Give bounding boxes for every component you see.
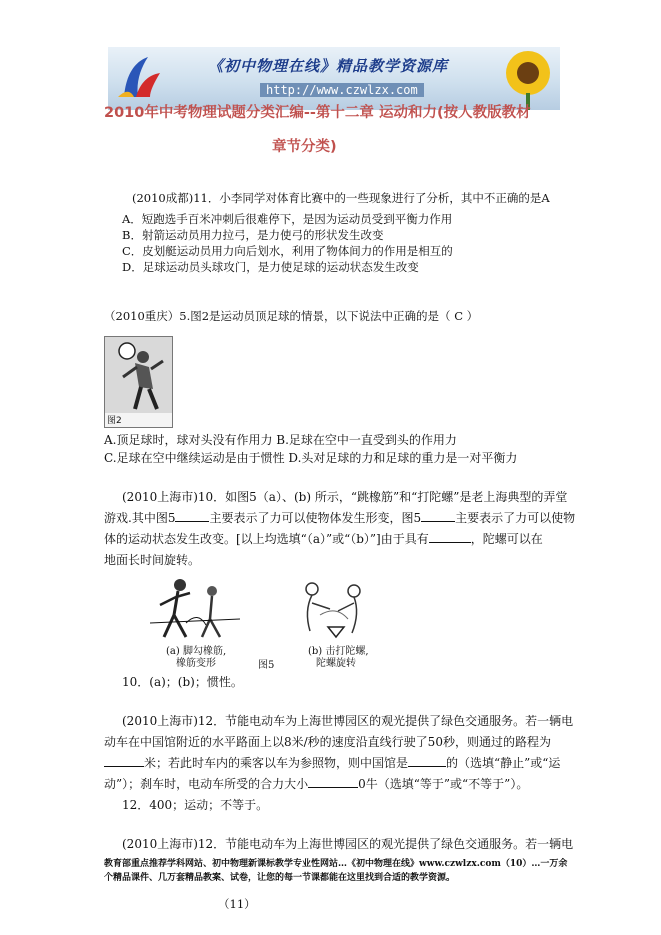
figure-2-image [104, 336, 173, 428]
footer-text-1: 教育部重点推荐学科网站、初中物理新课标教学专业性网站…《初中物理在线》www.czwlzx.com [104, 859, 501, 869]
figure-5a-caption-1: (a) 脚勾橡筋, [166, 646, 227, 657]
q3-answer: 10．(a)；(b)；惯性。 [122, 675, 243, 689]
q4-blank-1[interactable] [104, 755, 144, 767]
q4-line4-a: 动”）；刹车时，电动车所受的合力大小 [104, 777, 309, 791]
figure-5b-caption-1: (b) 击打陀螺, [308, 646, 369, 657]
q1-option-d: D．足球运动员头球攻门，是力使足球的运动状态发生改变 [122, 260, 419, 274]
footer-page-mid: （10） [500, 859, 532, 869]
spinning-top-game-icon [290, 575, 380, 645]
q4-answer: 12．400；运动；不等于。 [122, 798, 269, 812]
q3-line4: 地面长时间旋转。 [104, 553, 201, 567]
q3-line2-a: 游戏.其中图5 [104, 511, 176, 525]
figure-5a-image [150, 575, 240, 645]
q4-line3-b: 的（选填“静止”或“运 [446, 756, 561, 770]
q2-stem: （2010重庆）5.图2是运动员顶足球的情景，以下说法中正确的是（ C ） [104, 309, 479, 323]
q3-line3-b: ，陀螺可以在 [470, 532, 543, 546]
page-title: 2010年中考物理试题分类汇编--第十二章 运动和力(按人教版教材 [104, 105, 531, 121]
q3-line3-a: 体的运动状态发生改变。[以上均选填“（a）”或“（b）”]由于具有 [104, 532, 429, 546]
figure-2-label: 图2 [107, 416, 122, 426]
figure-5b-image [290, 575, 380, 645]
q3-line2 [104, 510, 575, 527]
figure-5-label: 图5 [258, 660, 275, 671]
footer-text-1-tail: …一万余 [531, 859, 568, 869]
figure-5a-caption-2: 橡筋变形 [176, 658, 216, 669]
site-logo-icon [114, 53, 164, 103]
q3-line1: (2010上海市)10．如图5（a）、(b) 所示，“跳橡筋”和“打陀螺”是老上海典型的弄堂 [122, 490, 568, 504]
footer-line1 [104, 857, 567, 871]
figure-5b-caption-2: 陀螺旋转 [316, 658, 356, 669]
q3-blank-3[interactable] [429, 531, 471, 543]
header-football-icon [105, 337, 172, 413]
q3-line3 [104, 531, 543, 548]
q3-line2-b: 主要表示了力可以使物体发生形变，图5 [209, 511, 422, 525]
page-number: （11） [218, 897, 256, 911]
banner-url: http://www.czwlzx.com [260, 83, 424, 97]
q4-line1: (2010上海市)12．节能电动车为上海世博园区的观光提供了绿色交通服务。若一辆电 [122, 714, 574, 728]
q2-options-ab: A.顶足球时，球对头没有作用力 B.足球在空中一直受到头的作用力 [104, 433, 457, 447]
q1-option-a: A．短跑选手百米冲刺后很难停下，是因为运动员受到平衡力作用 [122, 212, 453, 226]
q4-blank-3[interactable] [308, 776, 358, 788]
q3-blank-1[interactable] [175, 510, 209, 522]
q4-line3 [104, 755, 560, 772]
q1-option-c: C．皮划艇运动员用力向后划水，利用了物体间力的作用是相互的 [122, 244, 453, 258]
q1-stem: (2010成都)11．小李同学对体育比赛中的一些现象进行了分析，其中不正确的是A [132, 191, 550, 205]
q3-blank-2[interactable] [421, 510, 455, 522]
footer-line2: 个精品课件、几万套精品教案、试卷，让您的每一节课都能在这里找到合适的教学资源。 [104, 873, 456, 883]
q4-line4 [104, 776, 528, 793]
page-title-continued: 章节分类) [272, 139, 337, 155]
q4-blank-2[interactable] [408, 755, 446, 767]
q4-line3-a: 米；若此时车内的乘客以车为参照物，则中国馆是 [144, 756, 409, 770]
q4-line4-b: 0牛（选填“等于”或“不等于”）。 [358, 777, 529, 791]
q1-option-b: B．射箭运动员用力拉弓，是力使弓的形状发生改变 [122, 228, 384, 242]
q2-options-cd: C.足球在空中继续运动是由于惯性 D.头对足球的力和足球的重力是一对平衡力 [104, 451, 518, 465]
q5-line1: (2010上海市)12．节能电动车为上海世博园区的观光提供了绿色交通服务。若一辆电 [122, 837, 574, 851]
q4-line2: 动车在中国馆附近的水平路面上以8米/秒的速度沿直线行驶了50秒，则通过的路程为 [104, 735, 551, 749]
banner-title: 《初中物理在线》精品教学资源库 [208, 57, 449, 75]
jump-rope-game-icon [150, 575, 240, 645]
q3-line2-c: 主要表示了力可以使物 [455, 511, 576, 525]
